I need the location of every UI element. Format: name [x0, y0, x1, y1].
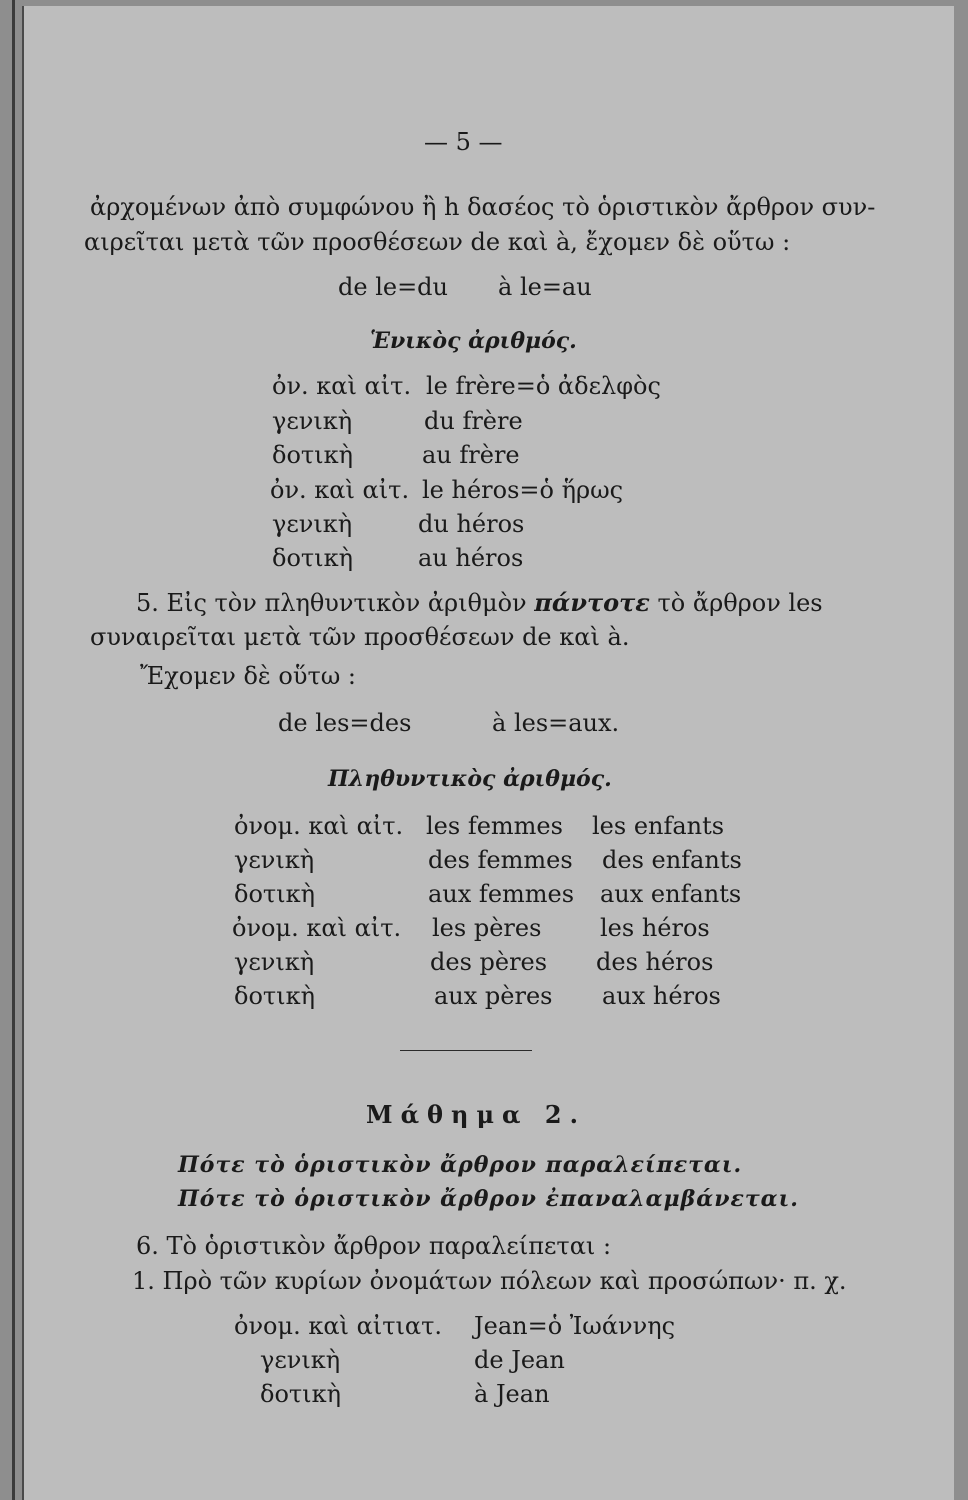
- singular-heading: Ἑνικὸς ἀριθμός.: [370, 328, 577, 354]
- plural-f1-6: aux pères: [434, 982, 553, 1010]
- plural-f1-4: les pères: [432, 914, 542, 942]
- para5-line-1-post: τὸ ἄρθρον les: [657, 589, 823, 617]
- intro-line-1: ἀρχομένων ἀπὸ συμφώνου ἢ h δασέος τὸ ὁριστικὸν ἄρθρον συν-: [90, 193, 876, 221]
- para6-line-1: 6. Τὸ ὁριστικὸν ἄρθρον παραλείπεται :: [136, 1232, 612, 1260]
- plural-case-2: γενικὴ: [234, 846, 315, 874]
- plural-case-1: ὀνομ. καὶ αἰτ.: [234, 812, 404, 840]
- plural-f2-6: aux héros: [602, 982, 721, 1010]
- contraction-a-les: à les=aux.: [492, 709, 620, 737]
- plural-case-5: γενικὴ: [234, 948, 315, 976]
- singular-case-1: ὀν. καὶ αἰτ.: [272, 372, 412, 400]
- plural-f2-5: des héros: [596, 948, 714, 976]
- intro-line-2: αιρεῖται μετὰ τῶν προσθέσεων de καὶ à, ἔχομεν δὲ οὕτω :: [84, 228, 791, 256]
- para6-form-3: à Jean: [474, 1380, 550, 1408]
- lesson-subtitle-2: Πότε τὸ ὁριστικὸν ἄρθρον ἐπαναλαμβάνεται.: [178, 1186, 799, 1212]
- singular-case-5: γενικὴ: [272, 510, 353, 538]
- plural-case-4: ὀνομ. καὶ αἰτ.: [232, 914, 402, 942]
- singular-case-3: δοτικὴ: [272, 441, 353, 469]
- lesson-title: Μάθημα 2.: [366, 1100, 586, 1129]
- book-edge: [12, 0, 15, 1500]
- page-number: — 5 —: [424, 128, 503, 156]
- singular-form-6: au héros: [418, 544, 524, 572]
- para6-case-3: δοτικὴ: [260, 1380, 341, 1408]
- singular-form-1: le frère=ὁ ἀδελφὸς: [426, 372, 661, 400]
- para6-form-1: Jean=ὁ Ἰωάννης: [474, 1312, 676, 1340]
- plural-f1-5: des pères: [430, 948, 548, 976]
- singular-form-2: du frère: [424, 407, 523, 435]
- para5-line-1: [136, 588, 823, 618]
- plural-f2-1: les enfants: [592, 812, 725, 840]
- singular-case-2: γενικὴ: [272, 407, 353, 435]
- plural-f2-3: aux enfants: [600, 880, 742, 908]
- para6-case-2: γενικὴ: [260, 1346, 341, 1374]
- para5-line-2: συναιρεῖται μετὰ τῶν προσθέσεων de καὶ à.: [90, 623, 630, 651]
- singular-form-3: au frère: [422, 441, 520, 469]
- section-divider: [400, 1050, 532, 1051]
- plural-f2-4: les héros: [600, 914, 710, 942]
- singular-form-4: le héros=ὁ ἥρως: [422, 476, 624, 504]
- plural-case-3: δοτικὴ: [234, 880, 315, 908]
- lesson-subtitle-1: Πότε τὸ ὁριστικὸν ἄρθρον παραλείπεται.: [178, 1152, 743, 1178]
- contraction-de-le: de le=du: [338, 273, 449, 301]
- plural-heading: Πληθυντικὸς ἀριθμός.: [328, 766, 612, 792]
- singular-case-4: ὀν. καὶ αἰτ.: [270, 476, 410, 504]
- plural-f2-2: des enfants: [602, 846, 742, 874]
- plural-f1-2: des femmes: [428, 846, 573, 874]
- plural-f1-1: les femmes: [426, 812, 563, 840]
- para6-line-2: 1. Πρὸ τῶν κυρίων ὀνομάτων πόλεων καὶ προσώπων· π. χ.: [132, 1267, 847, 1295]
- contraction-a-le: à le=au: [498, 273, 592, 301]
- para5-line-1-pre: 5. Εἰς τὸν πληθυντικὸν ἀριθμὸν: [136, 589, 527, 617]
- singular-form-5: du héros: [418, 510, 525, 538]
- plural-f1-3: aux femmes: [428, 880, 575, 908]
- contraction-de-les: de les=des: [278, 709, 412, 737]
- para6-case-1: ὀνομ. καὶ αἰτιατ.: [234, 1312, 443, 1340]
- para6-form-2: de Jean: [474, 1346, 565, 1374]
- singular-case-6: δοτικὴ: [272, 544, 353, 572]
- plural-case-6: δοτικὴ: [234, 982, 315, 1010]
- para5-emphasis: πάντοτε: [534, 588, 650, 617]
- para5-line-3: Ἔχομεν δὲ οὕτω :: [140, 662, 356, 690]
